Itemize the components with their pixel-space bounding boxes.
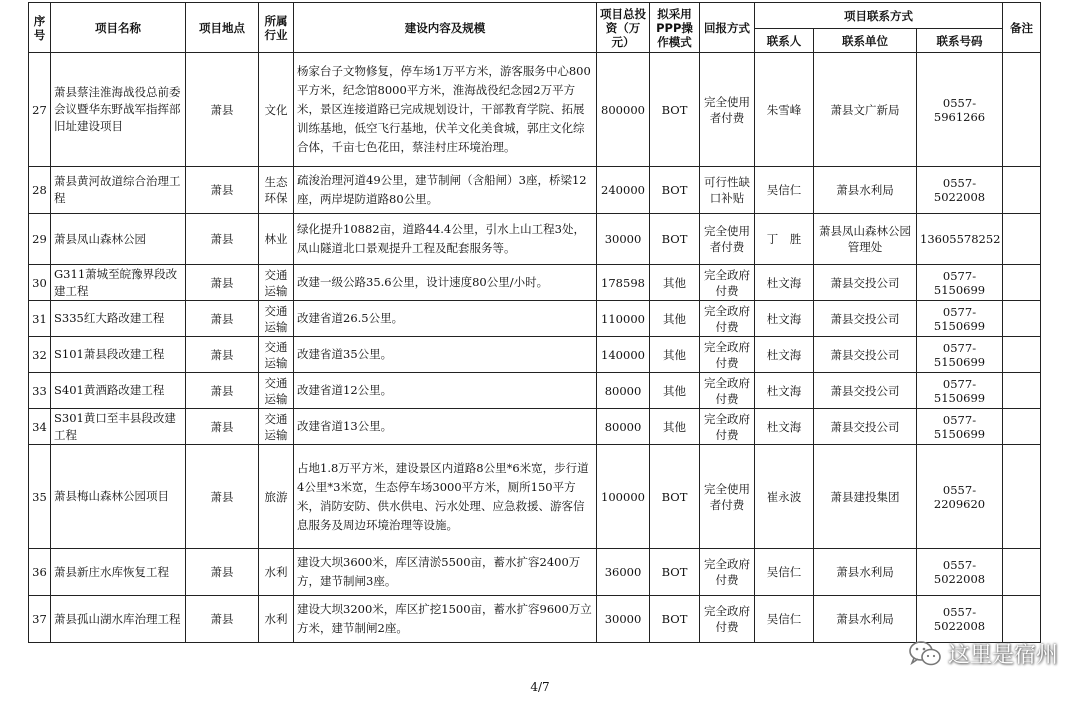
row-remark <box>1003 167 1041 214</box>
row-name: S301黄口至丰县段改建工程 <box>51 409 186 445</box>
row-industry: 水利 <box>259 549 294 596</box>
row-unit: 萧县水利局 <box>814 596 917 643</box>
row-seq: 27 <box>29 53 51 167</box>
row-location: 萧县 <box>186 337 259 373</box>
row-phone: 13605578252 <box>917 214 1003 265</box>
row-investment: 30000 <box>597 214 650 265</box>
row-industry: 水利 <box>259 596 294 643</box>
row-name: 萧县梅山森林公园项目 <box>51 445 186 549</box>
row-investment: 80000 <box>597 373 650 409</box>
row-person: 吴信仁 <box>755 167 814 214</box>
row-industry: 文化 <box>259 53 294 167</box>
row-unit: 萧县水利局 <box>814 549 917 596</box>
row-seq: 36 <box>29 549 51 596</box>
row-content: 改建省道12公里。 <box>294 373 597 409</box>
row-investment: 30000 <box>597 596 650 643</box>
table-row <box>29 337 1041 373</box>
table-row <box>29 596 1041 643</box>
table-row <box>29 53 1041 167</box>
row-investment: 100000 <box>597 445 650 549</box>
row-phone: 0577-5150699 <box>917 409 1003 445</box>
row-person: 丁 胜 <box>755 214 814 265</box>
row-location: 萧县 <box>186 265 259 301</box>
row-seq: 29 <box>29 214 51 265</box>
row-return: 完全政府付费 <box>700 373 755 409</box>
row-investment: 240000 <box>597 167 650 214</box>
row-mode: 其他 <box>650 301 700 337</box>
row-mode: BOT <box>650 167 700 214</box>
row-content: 疏浚治理河道49公里，建节制闸（含船闸）3座，桥梁12座，两岸堤防道路80公里。 <box>294 167 597 214</box>
header-name: 项目名称 <box>51 3 186 53</box>
row-name: G311萧城至皖豫界段改建工程 <box>51 265 186 301</box>
row-return: 完全政府付费 <box>700 409 755 445</box>
row-remark <box>1003 373 1041 409</box>
row-investment: 178598 <box>597 265 650 301</box>
row-industry: 交通运输 <box>259 409 294 445</box>
row-location: 萧县 <box>186 596 259 643</box>
row-name: S401黄酒路改建工程 <box>51 373 186 409</box>
row-seq: 32 <box>29 337 51 373</box>
row-content: 绿化提升10882亩，道路44.4公里，引水上山工程3处，凤山隧道北口景观提升工程及配套服务等。 <box>294 214 597 265</box>
row-person: 杜文海 <box>755 409 814 445</box>
table-row <box>29 214 1041 265</box>
header-investment: 项目总投资（万元） <box>597 3 650 53</box>
row-person: 吴信仁 <box>755 596 814 643</box>
row-phone: 0577-5150699 <box>917 337 1003 373</box>
row-mode: BOT <box>650 53 700 167</box>
wechat-icon <box>908 640 942 668</box>
row-content: 改建省道13公里。 <box>294 409 597 445</box>
row-investment: 140000 <box>597 337 650 373</box>
row-seq: 33 <box>29 373 51 409</box>
row-phone: 0577-5150699 <box>917 301 1003 337</box>
watermark-text: 这里是宿州 <box>947 643 1058 668</box>
table-row <box>29 373 1041 409</box>
row-location: 萧县 <box>186 214 259 265</box>
row-location: 萧县 <box>186 167 259 214</box>
table-row <box>29 301 1041 337</box>
row-industry: 交通运输 <box>259 373 294 409</box>
row-location: 萧县 <box>186 549 259 596</box>
row-name: S335红大路改建工程 <box>51 301 186 337</box>
row-content: 杨家台子文物修复，停车场1万平方米，游客服务中心800平方米，纪念馆8000平方米，淮海战役纪念园2万平方米，景区连接道路已完成规划设计，干部教育学院、拓展训练基地，低空飞行基地，伏羊文化美食城，郭庄文化综合体，千亩七色花田，蔡洼村庄环境治理。 <box>294 53 597 167</box>
row-return: 完全使用者付费 <box>700 53 755 167</box>
row-person: 杜文海 <box>755 265 814 301</box>
header-industry: 所属行业 <box>259 3 294 53</box>
page-number: 4/7 <box>530 680 550 694</box>
row-person: 吴信仁 <box>755 549 814 596</box>
row-remark <box>1003 301 1041 337</box>
row-remark <box>1003 53 1041 167</box>
row-unit: 萧县交投公司 <box>814 265 917 301</box>
row-content: 建设大坝3200米，库区扩挖1500亩，蓄水扩容9600万立方米，建节制闸2座。 <box>294 596 597 643</box>
table-row <box>29 167 1041 214</box>
row-person: 杜文海 <box>755 337 814 373</box>
header-seq: 序号 <box>29 3 51 53</box>
row-remark <box>1003 214 1041 265</box>
row-phone: 0557-5022008 <box>917 596 1003 643</box>
row-mode: 其他 <box>650 409 700 445</box>
table-row <box>29 445 1041 549</box>
row-content: 改建省道26.5公里。 <box>294 301 597 337</box>
header-return: 回报方式 <box>700 3 755 53</box>
row-seq: 34 <box>29 409 51 445</box>
row-unit: 萧县凤山森林公园管理处 <box>814 214 917 265</box>
row-return: 完全政府付费 <box>700 301 755 337</box>
row-investment: 36000 <box>597 549 650 596</box>
row-phone: 0577-5150699 <box>917 265 1003 301</box>
row-location: 萧县 <box>186 409 259 445</box>
row-mode: BOT <box>650 549 700 596</box>
row-person: 杜文海 <box>755 373 814 409</box>
row-remark <box>1003 596 1041 643</box>
row-seq: 35 <box>29 445 51 549</box>
row-mode: 其他 <box>650 337 700 373</box>
row-location: 萧县 <box>186 373 259 409</box>
row-return: 完全政府付费 <box>700 596 755 643</box>
row-mode: BOT <box>650 596 700 643</box>
row-investment: 110000 <box>597 301 650 337</box>
row-remark <box>1003 445 1041 549</box>
header-remark: 备注 <box>1003 3 1041 53</box>
header-contact-group: 项目联系方式 <box>755 3 1003 29</box>
header-unit: 联系单位 <box>814 29 917 53</box>
table-row <box>29 549 1041 596</box>
header-location: 项目地点 <box>186 3 259 53</box>
row-return: 完全使用者付费 <box>700 214 755 265</box>
row-industry: 交通运输 <box>259 265 294 301</box>
row-remark <box>1003 549 1041 596</box>
row-industry: 生态环保 <box>259 167 294 214</box>
row-person: 杜文海 <box>755 301 814 337</box>
row-unit: 萧县交投公司 <box>814 337 917 373</box>
row-phone: 0557-5022008 <box>917 167 1003 214</box>
row-name: S101萧县段改建工程 <box>51 337 186 373</box>
row-mode: 其他 <box>650 373 700 409</box>
row-investment: 800000 <box>597 53 650 167</box>
watermark <box>908 638 1058 669</box>
row-return: 完全使用者付费 <box>700 445 755 549</box>
row-return: 完全政府付费 <box>700 265 755 301</box>
row-remark <box>1003 337 1041 373</box>
row-unit: 萧县交投公司 <box>814 409 917 445</box>
row-unit: 萧县文广新局 <box>814 53 917 167</box>
row-content: 改建一级公路35.6公里，设计速度80公里/小时。 <box>294 265 597 301</box>
row-person: 崔永波 <box>755 445 814 549</box>
row-location: 萧县 <box>186 445 259 549</box>
row-return: 可行性缺口补贴 <box>700 167 755 214</box>
row-industry: 旅游 <box>259 445 294 549</box>
project-table <box>28 2 1041 643</box>
row-seq: 30 <box>29 265 51 301</box>
row-unit: 萧县交投公司 <box>814 301 917 337</box>
row-name: 萧县蔡洼淮海战役总前委会议暨华东野战军指挥部旧址建设项目 <box>51 53 186 167</box>
row-mode: BOT <box>650 214 700 265</box>
row-industry: 林业 <box>259 214 294 265</box>
row-seq: 28 <box>29 167 51 214</box>
row-return: 完全政府付费 <box>700 337 755 373</box>
row-name: 萧县孤山湖水库治理工程 <box>51 596 186 643</box>
row-industry: 交通运输 <box>259 301 294 337</box>
row-remark <box>1003 265 1041 301</box>
row-name: 萧县凤山森林公园 <box>51 214 186 265</box>
header-person: 联系人 <box>755 29 814 53</box>
row-name: 萧县黄河故道综合治理工程 <box>51 167 186 214</box>
row-phone: 0577-5150699 <box>917 373 1003 409</box>
table-row <box>29 409 1041 445</box>
row-location: 萧县 <box>186 53 259 167</box>
row-name: 萧县新庄水库恢复工程 <box>51 549 186 596</box>
row-seq: 31 <box>29 301 51 337</box>
row-unit: 萧县交投公司 <box>814 373 917 409</box>
row-phone: 0557-5961266 <box>917 53 1003 167</box>
row-phone: 0557-2209620 <box>917 445 1003 549</box>
row-seq: 37 <box>29 596 51 643</box>
row-person: 朱雪峰 <box>755 53 814 167</box>
table-row <box>29 265 1041 301</box>
header-phone: 联系号码 <box>917 29 1003 53</box>
row-content: 改建省道35公里。 <box>294 337 597 373</box>
row-content: 建设大坝3600米，库区清淤5500亩，蓄水扩容2400万方，建节制闸3座。 <box>294 549 597 596</box>
row-content: 占地1.8万平方米，建设景区内道路8公里*6米宽，步行道4公里*3米宽，生态停车场3000平方米，厕所150平方米，消防安防、供水供电、污水处理、应急救援、游客信息服务及周边环境治理等设施。 <box>294 445 597 549</box>
row-location: 萧县 <box>186 301 259 337</box>
row-investment: 80000 <box>597 409 650 445</box>
row-return: 完全政府付费 <box>700 549 755 596</box>
header-mode: 拟采用PPP操作模式 <box>650 3 700 53</box>
row-unit: 萧县建投集团 <box>814 445 917 549</box>
row-remark <box>1003 409 1041 445</box>
row-unit: 萧县水利局 <box>814 167 917 214</box>
header-content: 建设内容及规模 <box>294 3 597 53</box>
row-mode: BOT <box>650 445 700 549</box>
row-industry: 交通运输 <box>259 337 294 373</box>
row-mode: 其他 <box>650 265 700 301</box>
row-phone: 0557-5022008 <box>917 549 1003 596</box>
